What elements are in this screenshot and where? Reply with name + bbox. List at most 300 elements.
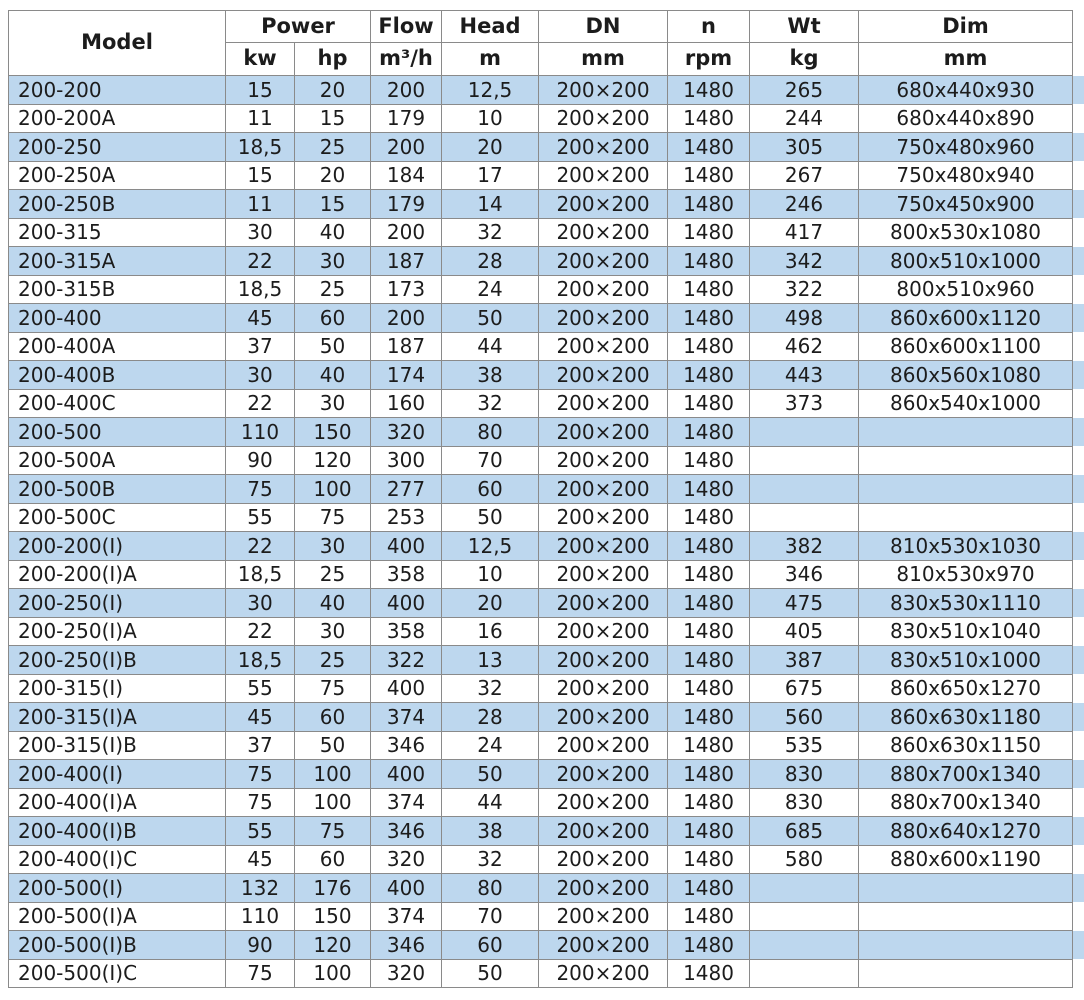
dim-cell: 750x450x900 bbox=[859, 190, 1073, 219]
dn-cell: 200×200 bbox=[539, 503, 668, 532]
dim-cell bbox=[859, 959, 1073, 988]
header-row-groups bbox=[9, 11, 1084, 43]
table-row bbox=[9, 560, 1084, 589]
wt-cell: 475 bbox=[750, 589, 859, 618]
flow-cell: 320 bbox=[371, 959, 442, 988]
power-hp-cell: 100 bbox=[295, 959, 371, 988]
power-hp-cell: 20 bbox=[295, 161, 371, 190]
n-cell: 1480 bbox=[668, 475, 750, 504]
table-row bbox=[9, 361, 1084, 390]
row-band-bleed bbox=[1073, 760, 1084, 789]
table-row bbox=[9, 931, 1084, 960]
wt-cell: 685 bbox=[750, 817, 859, 846]
head-cell: 38 bbox=[442, 817, 539, 846]
dn-cell: 200×200 bbox=[539, 418, 668, 447]
n-cell: 1480 bbox=[668, 959, 750, 988]
col-header-dim: Dim bbox=[859, 11, 1073, 43]
model-cell: 200-400(I) bbox=[9, 760, 226, 789]
model-cell: 200-250A bbox=[9, 161, 226, 190]
col-header-dn: DN bbox=[539, 11, 668, 43]
power-hp-cell: 75 bbox=[295, 817, 371, 846]
model-cell: 200-250B bbox=[9, 190, 226, 219]
dim-cell: 830x530x1110 bbox=[859, 589, 1073, 618]
power-kw-cell: 22 bbox=[226, 247, 295, 276]
head-cell: 38 bbox=[442, 361, 539, 390]
dim-cell bbox=[859, 902, 1073, 931]
n-cell: 1480 bbox=[668, 304, 750, 333]
dn-cell: 200×200 bbox=[539, 959, 668, 988]
wt-cell: 462 bbox=[750, 332, 859, 361]
row-band-bleed bbox=[1073, 446, 1084, 475]
table-row bbox=[9, 190, 1084, 219]
power-hp-cell: 50 bbox=[295, 731, 371, 760]
table-row bbox=[9, 247, 1084, 276]
power-kw-cell: 11 bbox=[226, 104, 295, 133]
dim-cell: 860x650x1270 bbox=[859, 674, 1073, 703]
n-cell: 1480 bbox=[668, 361, 750, 390]
power-hp-cell: 60 bbox=[295, 304, 371, 333]
model-cell: 200-200(I) bbox=[9, 532, 226, 561]
flow-cell: 320 bbox=[371, 418, 442, 447]
n-cell: 1480 bbox=[668, 731, 750, 760]
power-kw-cell: 90 bbox=[226, 931, 295, 960]
power-hp-cell: 25 bbox=[295, 646, 371, 675]
model-cell: 200-315(I)A bbox=[9, 703, 226, 732]
col-header-flow: Flow bbox=[371, 11, 442, 43]
dim-cell: 880x700x1340 bbox=[859, 788, 1073, 817]
n-cell: 1480 bbox=[668, 817, 750, 846]
dim-cell bbox=[859, 503, 1073, 532]
table-row bbox=[9, 532, 1084, 561]
header-edge-bleed bbox=[1073, 11, 1084, 76]
flow-cell: 358 bbox=[371, 560, 442, 589]
row-band-bleed bbox=[1073, 703, 1084, 732]
wt-cell: 342 bbox=[750, 247, 859, 276]
model-cell: 200-500(I)C bbox=[9, 959, 226, 988]
unit-header-dim: mm bbox=[859, 43, 1073, 76]
power-hp-cell: 60 bbox=[295, 845, 371, 874]
model-cell: 200-400(I)B bbox=[9, 817, 226, 846]
wt-cell: 305 bbox=[750, 133, 859, 162]
dim-cell bbox=[859, 418, 1073, 447]
dn-cell: 200×200 bbox=[539, 760, 668, 789]
model-cell: 200-500(I)B bbox=[9, 931, 226, 960]
model-cell: 200-250(I) bbox=[9, 589, 226, 618]
row-band-bleed bbox=[1073, 218, 1084, 247]
model-cell: 200-500(I) bbox=[9, 874, 226, 903]
flow-cell: 400 bbox=[371, 760, 442, 789]
flow-cell: 187 bbox=[371, 332, 442, 361]
table-row bbox=[9, 703, 1084, 732]
n-cell: 1480 bbox=[668, 275, 750, 304]
dn-cell: 200×200 bbox=[539, 446, 668, 475]
table-row bbox=[9, 589, 1084, 618]
wt-cell: 387 bbox=[750, 646, 859, 675]
head-cell: 20 bbox=[442, 133, 539, 162]
n-cell: 1480 bbox=[668, 703, 750, 732]
flow-cell: 200 bbox=[371, 76, 442, 105]
row-band-bleed bbox=[1073, 190, 1084, 219]
table-row bbox=[9, 874, 1084, 903]
dim-cell: 680x440x890 bbox=[859, 104, 1073, 133]
power-kw-cell: 22 bbox=[226, 532, 295, 561]
model-cell: 200-250 bbox=[9, 133, 226, 162]
wt-cell bbox=[750, 874, 859, 903]
model-cell: 200-400A bbox=[9, 332, 226, 361]
power-hp-cell: 75 bbox=[295, 674, 371, 703]
power-hp-cell: 50 bbox=[295, 332, 371, 361]
flow-cell: 400 bbox=[371, 589, 442, 618]
n-cell: 1480 bbox=[668, 104, 750, 133]
power-kw-cell: 30 bbox=[226, 589, 295, 618]
wt-cell: 246 bbox=[750, 190, 859, 219]
model-cell: 200-400B bbox=[9, 361, 226, 390]
unit-header-n: rpm bbox=[668, 43, 750, 76]
col-header-model: Model bbox=[9, 11, 226, 76]
head-cell: 16 bbox=[442, 617, 539, 646]
head-cell: 60 bbox=[442, 931, 539, 960]
wt-cell: 267 bbox=[750, 161, 859, 190]
wt-cell: 830 bbox=[750, 760, 859, 789]
dn-cell: 200×200 bbox=[539, 532, 668, 561]
dn-cell: 200×200 bbox=[539, 874, 668, 903]
row-band-bleed bbox=[1073, 532, 1084, 561]
wt-cell: 405 bbox=[750, 617, 859, 646]
row-band-bleed bbox=[1073, 503, 1084, 532]
flow-cell: 253 bbox=[371, 503, 442, 532]
wt-cell: 373 bbox=[750, 389, 859, 418]
head-cell: 12,5 bbox=[442, 532, 539, 561]
row-band-bleed bbox=[1073, 76, 1084, 105]
n-cell: 1480 bbox=[668, 902, 750, 931]
model-cell: 200-500 bbox=[9, 418, 226, 447]
wt-cell: 675 bbox=[750, 674, 859, 703]
wt-cell bbox=[750, 959, 859, 988]
n-cell: 1480 bbox=[668, 76, 750, 105]
power-kw-cell: 75 bbox=[226, 959, 295, 988]
dim-cell: 830x510x1040 bbox=[859, 617, 1073, 646]
unit-header-head: m bbox=[442, 43, 539, 76]
model-cell: 200-250(I)B bbox=[9, 646, 226, 675]
table-row bbox=[9, 76, 1084, 105]
dim-cell: 860x630x1180 bbox=[859, 703, 1073, 732]
power-hp-cell: 100 bbox=[295, 788, 371, 817]
power-kw-cell: 18,5 bbox=[226, 646, 295, 675]
dim-cell: 880x600x1190 bbox=[859, 845, 1073, 874]
flow-cell: 160 bbox=[371, 389, 442, 418]
model-cell: 200-200(I)A bbox=[9, 560, 226, 589]
dim-cell: 800x510x960 bbox=[859, 275, 1073, 304]
power-kw-cell: 55 bbox=[226, 503, 295, 532]
dim-cell: 830x510x1000 bbox=[859, 646, 1073, 675]
power-kw-cell: 22 bbox=[226, 617, 295, 646]
col-header-power: Power bbox=[226, 11, 371, 43]
power-kw-cell: 55 bbox=[226, 674, 295, 703]
wt-cell bbox=[750, 418, 859, 447]
dim-cell: 810x530x970 bbox=[859, 560, 1073, 589]
n-cell: 1480 bbox=[668, 532, 750, 561]
unit-header-hp: hp bbox=[295, 43, 371, 76]
n-cell: 1480 bbox=[668, 560, 750, 589]
power-hp-cell: 120 bbox=[295, 446, 371, 475]
row-band-bleed bbox=[1073, 304, 1084, 333]
wt-cell: 382 bbox=[750, 532, 859, 561]
power-kw-cell: 30 bbox=[226, 218, 295, 247]
col-header-n: n bbox=[668, 11, 750, 43]
table-row bbox=[9, 389, 1084, 418]
dn-cell: 200×200 bbox=[539, 275, 668, 304]
dn-cell: 200×200 bbox=[539, 560, 668, 589]
col-header-wt: Wt bbox=[750, 11, 859, 43]
dim-cell bbox=[859, 446, 1073, 475]
row-band-bleed bbox=[1073, 874, 1084, 903]
power-kw-cell: 18,5 bbox=[226, 133, 295, 162]
pump-spec-table bbox=[8, 10, 1084, 988]
power-kw-cell: 15 bbox=[226, 161, 295, 190]
head-cell: 32 bbox=[442, 845, 539, 874]
flow-cell: 320 bbox=[371, 845, 442, 874]
power-hp-cell: 15 bbox=[295, 104, 371, 133]
n-cell: 1480 bbox=[668, 133, 750, 162]
n-cell: 1480 bbox=[668, 503, 750, 532]
model-cell: 200-315(I) bbox=[9, 674, 226, 703]
row-band-bleed bbox=[1073, 589, 1084, 618]
head-cell: 28 bbox=[442, 247, 539, 276]
head-cell: 50 bbox=[442, 959, 539, 988]
power-hp-cell: 40 bbox=[295, 361, 371, 390]
row-band-bleed bbox=[1073, 788, 1084, 817]
wt-cell: 830 bbox=[750, 788, 859, 817]
power-kw-cell: 18,5 bbox=[226, 560, 295, 589]
model-cell: 200-400C bbox=[9, 389, 226, 418]
flow-cell: 200 bbox=[371, 218, 442, 247]
flow-cell: 174 bbox=[371, 361, 442, 390]
head-cell: 10 bbox=[442, 560, 539, 589]
row-band-bleed bbox=[1073, 931, 1084, 960]
flow-cell: 187 bbox=[371, 247, 442, 276]
wt-cell bbox=[750, 475, 859, 504]
head-cell: 44 bbox=[442, 332, 539, 361]
table-row bbox=[9, 788, 1084, 817]
dim-cell: 800x530x1080 bbox=[859, 218, 1073, 247]
wt-cell: 265 bbox=[750, 76, 859, 105]
flow-cell: 277 bbox=[371, 475, 442, 504]
power-hp-cell: 150 bbox=[295, 418, 371, 447]
model-cell: 200-500A bbox=[9, 446, 226, 475]
table-row bbox=[9, 674, 1084, 703]
dim-cell bbox=[859, 874, 1073, 903]
dn-cell: 200×200 bbox=[539, 389, 668, 418]
wt-cell: 244 bbox=[750, 104, 859, 133]
flow-cell: 400 bbox=[371, 874, 442, 903]
flow-cell: 374 bbox=[371, 902, 442, 931]
table-row bbox=[9, 845, 1084, 874]
power-kw-cell: 55 bbox=[226, 817, 295, 846]
head-cell: 10 bbox=[442, 104, 539, 133]
row-band-bleed bbox=[1073, 902, 1084, 931]
power-hp-cell: 75 bbox=[295, 503, 371, 532]
flow-cell: 200 bbox=[371, 304, 442, 333]
power-kw-cell: 18,5 bbox=[226, 275, 295, 304]
power-hp-cell: 150 bbox=[295, 902, 371, 931]
dn-cell: 200×200 bbox=[539, 133, 668, 162]
flow-cell: 184 bbox=[371, 161, 442, 190]
n-cell: 1480 bbox=[668, 617, 750, 646]
dim-cell: 800x510x1000 bbox=[859, 247, 1073, 276]
head-cell: 17 bbox=[442, 161, 539, 190]
power-kw-cell: 22 bbox=[226, 389, 295, 418]
unit-header-wt: kg bbox=[750, 43, 859, 76]
flow-cell: 374 bbox=[371, 788, 442, 817]
flow-cell: 173 bbox=[371, 275, 442, 304]
row-band-bleed bbox=[1073, 475, 1084, 504]
power-hp-cell: 20 bbox=[295, 76, 371, 105]
flow-cell: 300 bbox=[371, 446, 442, 475]
dn-cell: 200×200 bbox=[539, 788, 668, 817]
power-kw-cell: 45 bbox=[226, 304, 295, 333]
table-row bbox=[9, 959, 1084, 988]
dim-cell: 750x480x960 bbox=[859, 133, 1073, 162]
flow-cell: 179 bbox=[371, 190, 442, 219]
model-cell: 200-500C bbox=[9, 503, 226, 532]
dn-cell: 200×200 bbox=[539, 161, 668, 190]
table-row bbox=[9, 332, 1084, 361]
dn-cell: 200×200 bbox=[539, 931, 668, 960]
power-kw-cell: 37 bbox=[226, 731, 295, 760]
model-cell: 200-315 bbox=[9, 218, 226, 247]
n-cell: 1480 bbox=[668, 874, 750, 903]
table-row bbox=[9, 133, 1084, 162]
n-cell: 1480 bbox=[668, 589, 750, 618]
n-cell: 1480 bbox=[668, 646, 750, 675]
power-kw-cell: 15 bbox=[226, 76, 295, 105]
row-band-bleed bbox=[1073, 361, 1084, 390]
row-band-bleed bbox=[1073, 104, 1084, 133]
row-band-bleed bbox=[1073, 817, 1084, 846]
row-band-bleed bbox=[1073, 161, 1084, 190]
power-kw-cell: 132 bbox=[226, 874, 295, 903]
wt-cell: 498 bbox=[750, 304, 859, 333]
row-band-bleed bbox=[1073, 133, 1084, 162]
dim-cell: 860x600x1100 bbox=[859, 332, 1073, 361]
flow-cell: 400 bbox=[371, 532, 442, 561]
head-cell: 80 bbox=[442, 418, 539, 447]
dn-cell: 200×200 bbox=[539, 731, 668, 760]
table-row bbox=[9, 218, 1084, 247]
model-cell: 200-315(I)B bbox=[9, 731, 226, 760]
power-hp-cell: 25 bbox=[295, 133, 371, 162]
head-cell: 60 bbox=[442, 475, 539, 504]
model-cell: 200-315B bbox=[9, 275, 226, 304]
wt-cell bbox=[750, 446, 859, 475]
table-row bbox=[9, 161, 1084, 190]
table-row bbox=[9, 446, 1084, 475]
dn-cell: 200×200 bbox=[539, 76, 668, 105]
dim-cell bbox=[859, 931, 1073, 960]
n-cell: 1480 bbox=[668, 389, 750, 418]
wt-cell: 580 bbox=[750, 845, 859, 874]
head-cell: 70 bbox=[442, 902, 539, 931]
flow-cell: 346 bbox=[371, 931, 442, 960]
head-cell: 13 bbox=[442, 646, 539, 675]
n-cell: 1480 bbox=[668, 332, 750, 361]
power-kw-cell: 45 bbox=[226, 703, 295, 732]
row-band-bleed bbox=[1073, 275, 1084, 304]
row-band-bleed bbox=[1073, 674, 1084, 703]
dn-cell: 200×200 bbox=[539, 703, 668, 732]
wt-cell: 560 bbox=[750, 703, 859, 732]
dn-cell: 200×200 bbox=[539, 475, 668, 504]
power-kw-cell: 75 bbox=[226, 760, 295, 789]
row-band-bleed bbox=[1073, 959, 1084, 988]
wt-cell bbox=[750, 931, 859, 960]
dim-cell: 860x630x1150 bbox=[859, 731, 1073, 760]
n-cell: 1480 bbox=[668, 190, 750, 219]
dn-cell: 200×200 bbox=[539, 617, 668, 646]
head-cell: 24 bbox=[442, 731, 539, 760]
wt-cell: 322 bbox=[750, 275, 859, 304]
power-kw-cell: 75 bbox=[226, 475, 295, 504]
row-band-bleed bbox=[1073, 332, 1084, 361]
table-row bbox=[9, 304, 1084, 333]
table-row bbox=[9, 731, 1084, 760]
unit-header-dn: mm bbox=[539, 43, 668, 76]
row-band-bleed bbox=[1073, 418, 1084, 447]
dn-cell: 200×200 bbox=[539, 361, 668, 390]
flow-cell: 358 bbox=[371, 617, 442, 646]
wt-cell bbox=[750, 503, 859, 532]
wt-cell: 417 bbox=[750, 218, 859, 247]
row-band-bleed bbox=[1073, 731, 1084, 760]
dim-cell: 680x440x930 bbox=[859, 76, 1073, 105]
dn-cell: 200×200 bbox=[539, 104, 668, 133]
head-cell: 44 bbox=[442, 788, 539, 817]
power-kw-cell: 110 bbox=[226, 902, 295, 931]
wt-cell: 346 bbox=[750, 560, 859, 589]
table-row bbox=[9, 104, 1084, 133]
dn-cell: 200×200 bbox=[539, 646, 668, 675]
power-kw-cell: 37 bbox=[226, 332, 295, 361]
n-cell: 1480 bbox=[668, 931, 750, 960]
model-cell: 200-400(I)C bbox=[9, 845, 226, 874]
flow-cell: 200 bbox=[371, 133, 442, 162]
power-kw-cell: 110 bbox=[226, 418, 295, 447]
wt-cell bbox=[750, 902, 859, 931]
head-cell: 32 bbox=[442, 389, 539, 418]
head-cell: 80 bbox=[442, 874, 539, 903]
row-band-bleed bbox=[1073, 617, 1084, 646]
col-header-head: Head bbox=[442, 11, 539, 43]
dn-cell: 200×200 bbox=[539, 817, 668, 846]
dim-cell: 880x640x1270 bbox=[859, 817, 1073, 846]
power-hp-cell: 30 bbox=[295, 532, 371, 561]
dim-cell: 810x530x1030 bbox=[859, 532, 1073, 561]
model-cell: 200-500(I)A bbox=[9, 902, 226, 931]
head-cell: 50 bbox=[442, 760, 539, 789]
model-cell: 200-500B bbox=[9, 475, 226, 504]
n-cell: 1480 bbox=[668, 760, 750, 789]
flow-cell: 400 bbox=[371, 674, 442, 703]
power-kw-cell: 11 bbox=[226, 190, 295, 219]
dn-cell: 200×200 bbox=[539, 902, 668, 931]
n-cell: 1480 bbox=[668, 446, 750, 475]
power-hp-cell: 30 bbox=[295, 247, 371, 276]
n-cell: 1480 bbox=[668, 218, 750, 247]
dn-cell: 200×200 bbox=[539, 218, 668, 247]
head-cell: 20 bbox=[442, 589, 539, 618]
row-band-bleed bbox=[1073, 247, 1084, 276]
dim-cell: 860x540x1000 bbox=[859, 389, 1073, 418]
